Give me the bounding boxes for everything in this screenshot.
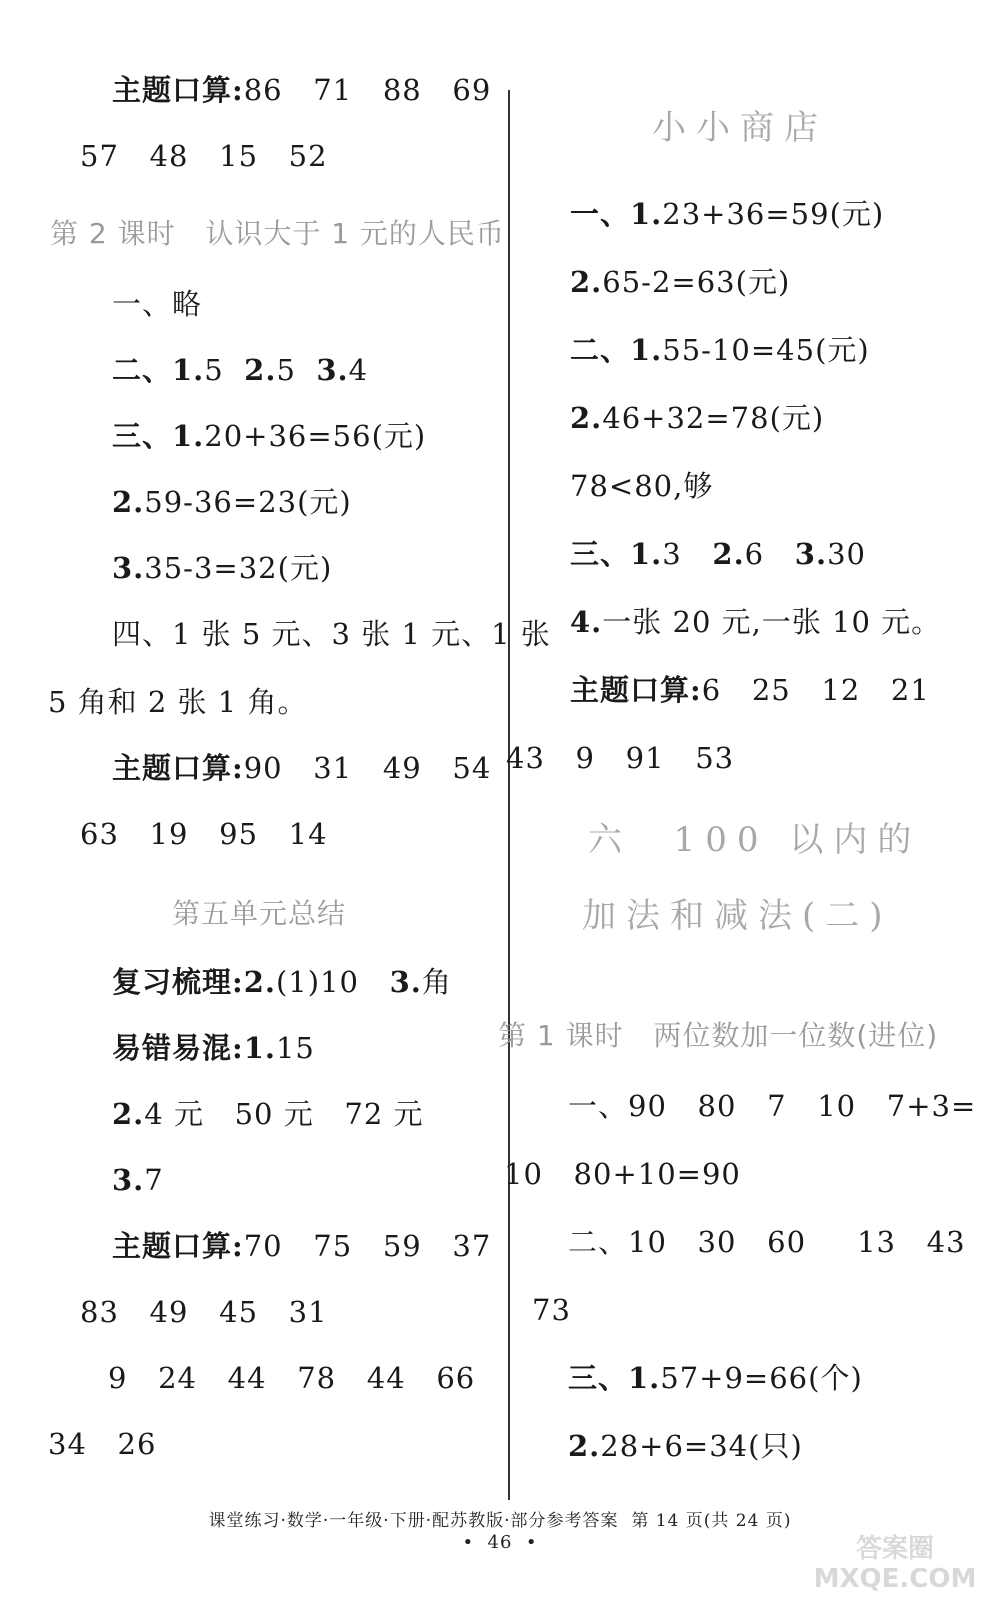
column-divider <box>508 90 510 1500</box>
label: 主题口算: <box>570 673 702 707</box>
left-oral-calc-1 <box>112 72 491 108</box>
left-q3-2 <box>112 484 352 520</box>
val: 20+36=56(元) <box>204 419 427 453</box>
left-oral-calc-3-cont2: 9 24 44 78 44 66 <box>108 1361 476 1395</box>
right-q2-2 <box>570 400 824 436</box>
num: 2. <box>570 265 603 299</box>
num: 2. <box>244 353 277 387</box>
label: 主题口算: <box>112 1229 244 1263</box>
num: 2. <box>712 537 745 571</box>
right-lesson-q3-1 <box>568 1360 863 1396</box>
num: 3. <box>389 965 422 999</box>
val: 30 <box>827 537 866 571</box>
watermark-text: 答案圈 <box>855 1534 934 1564</box>
val: 4 元 50 元 72 元 <box>144 1097 424 1131</box>
val: 28+6=34(只) <box>600 1429 803 1463</box>
num: 2. <box>112 485 145 519</box>
left-q4-cont: 5 角和 2 张 1 角。 <box>48 685 308 719</box>
left-oral-calc-1-cont: 57 48 15 52 <box>80 139 328 173</box>
num: 2. <box>112 1097 145 1131</box>
num: 二、1. <box>112 353 205 387</box>
left-mistakes-2 <box>112 1096 424 1132</box>
watermark-url: MXQE.COM <box>813 1564 977 1594</box>
val: 6 <box>744 537 795 571</box>
val: 4 <box>348 353 369 387</box>
page-number: • 46 • <box>462 1532 538 1553</box>
val: 5 <box>276 353 317 387</box>
unit-six-title-1: 六 100 以内的 <box>588 820 922 860</box>
num: 三、1. <box>570 537 663 571</box>
left-review <box>112 964 452 1000</box>
num: 3. <box>112 551 145 585</box>
right-q3-4 <box>570 604 941 640</box>
left-mistakes-3 <box>112 1162 164 1198</box>
label: 主题口算: <box>112 751 244 785</box>
left-oral-calc-3-cont3: 34 26 <box>48 1427 157 1461</box>
right-lesson-q2: 二、10 30 60 13 43 <box>568 1225 966 1259</box>
values: 6 25 12 21 <box>701 673 930 707</box>
val: 一张 20 元,一张 10 元。 <box>602 605 942 639</box>
left-q3-3 <box>112 550 332 586</box>
right-q1-2 <box>570 264 790 300</box>
val: 23+36=59(元) <box>662 197 885 231</box>
unit-summary-heading: 第五单元总结 <box>172 897 347 930</box>
right-oral-calc-cont: 43 9 91 53 <box>506 741 735 775</box>
label: 主题口算: <box>112 73 244 107</box>
label: 易错易混:1. <box>112 1031 276 1065</box>
val: 46+32=78(元) <box>602 401 825 435</box>
left-mistakes-1 <box>112 1030 315 1066</box>
values: 86 71 88 69 <box>243 73 492 107</box>
left-oral-calc-3-cont1: 83 49 45 31 <box>80 1295 328 1329</box>
section-title-shop: 小小商店 <box>652 108 828 148</box>
lesson-heading-2: 第 2 课时 认识大于 1 元的人民币 <box>50 217 505 250</box>
left-oral-calc-3 <box>112 1228 491 1264</box>
val: (1)10 <box>275 965 390 999</box>
num: 三、1. <box>568 1361 661 1395</box>
num: 2. <box>568 1429 601 1463</box>
watermark-logo <box>800 1534 990 1600</box>
val: 15 <box>275 1031 315 1065</box>
page-footer: 课堂练习·数学·一年级·下册·配苏教版·部分参考答案 第 14 页(共 24 页) <box>208 1511 792 1531</box>
num: 3. <box>316 353 349 387</box>
left-q1: 一、略 <box>112 287 203 321</box>
num: 二、1. <box>570 333 663 367</box>
val: 3 <box>662 537 713 571</box>
val: 角 <box>421 965 452 999</box>
num: 3. <box>112 1163 145 1197</box>
num: 4. <box>570 605 603 639</box>
right-q2-1 <box>570 332 870 368</box>
lesson-heading-1: 第 1 课时 两位数加一位数(进位) <box>498 1019 939 1052</box>
num: 一、1. <box>570 197 663 231</box>
val: 57+9=66(个) <box>660 1361 863 1395</box>
values: 70 75 59 37 <box>243 1229 492 1263</box>
right-lesson-q1-cont: 10 80+10=90 <box>504 1157 741 1191</box>
unit-six-title-2: 加法和减法(二) <box>582 896 893 936</box>
right-lesson-q3-2 <box>568 1428 803 1464</box>
val: 59-36=23(元) <box>144 485 352 519</box>
left-q2 <box>112 352 368 388</box>
right-q2-3: 78<80,够 <box>570 469 714 503</box>
val: 55-10=45(元) <box>662 333 870 367</box>
right-oral-calc <box>570 672 930 708</box>
right-lesson-q1: 一、90 80 7 10 7+3= <box>568 1089 977 1123</box>
val: 7 <box>144 1163 164 1197</box>
left-oral-calc-2 <box>112 750 491 786</box>
left-q3-1 <box>112 418 426 454</box>
right-q3 <box>570 536 866 572</box>
val: 35-3=32(元) <box>144 551 333 585</box>
val: 5 <box>204 353 245 387</box>
val: 65-2=63(元) <box>602 265 791 299</box>
left-oral-calc-2-cont: 63 19 95 14 <box>80 817 328 851</box>
num: 三、1. <box>112 419 205 453</box>
num: 3. <box>794 537 828 571</box>
values: 90 31 49 54 <box>243 751 492 785</box>
right-lesson-q2-cont: 73 <box>532 1293 571 1327</box>
right-q1-1 <box>570 196 884 232</box>
left-q4: 四、1 张 5 元、3 张 1 元、1 张 <box>112 617 551 651</box>
label: 复习梳理:2. <box>112 965 276 999</box>
num: 2. <box>570 401 603 435</box>
